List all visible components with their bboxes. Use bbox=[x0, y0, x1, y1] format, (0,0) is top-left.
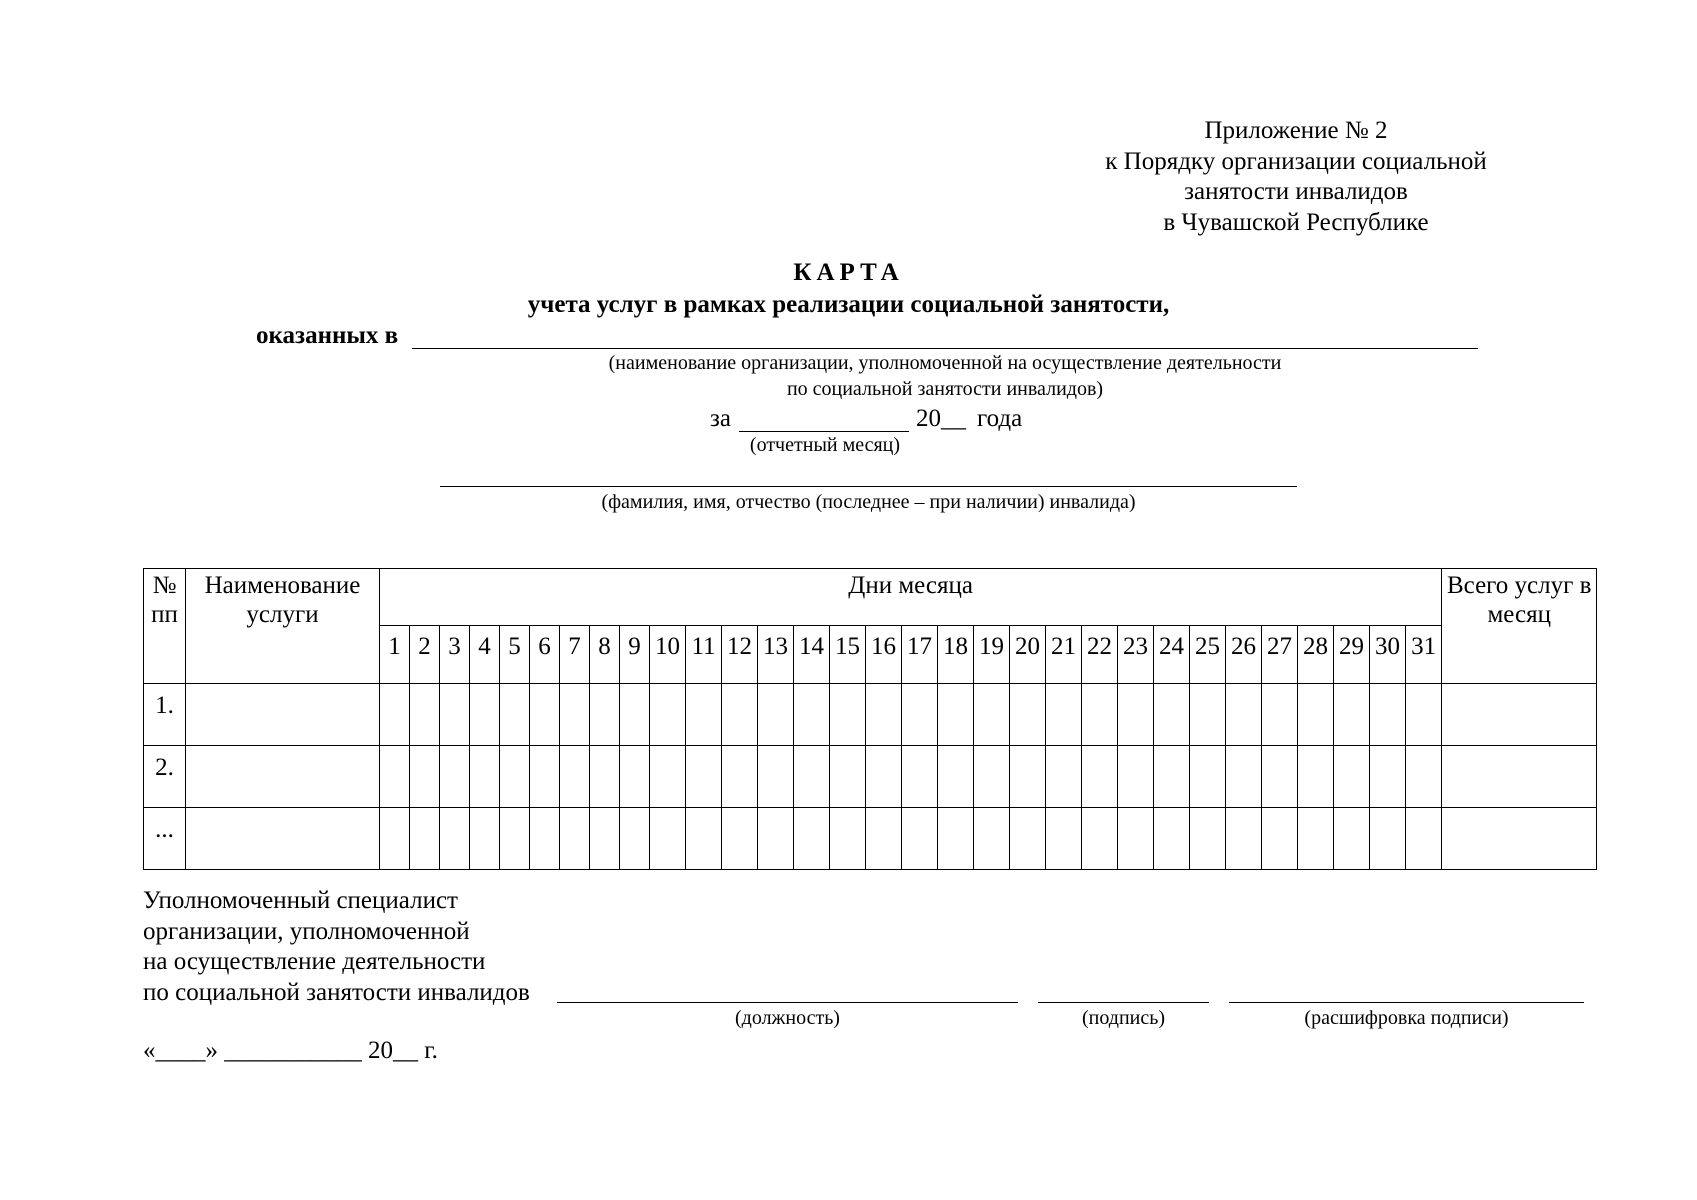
day-header: 20 bbox=[1010, 626, 1046, 684]
day-cell[interactable] bbox=[1118, 746, 1154, 808]
day-header: 10 bbox=[650, 626, 686, 684]
day-cell[interactable] bbox=[1154, 808, 1190, 870]
day-header: 24 bbox=[1154, 626, 1190, 684]
organization-blank-line bbox=[412, 348, 1478, 349]
day-cell[interactable] bbox=[590, 684, 620, 746]
day-header: 7 bbox=[560, 626, 590, 684]
total-cell[interactable] bbox=[1442, 746, 1597, 808]
day-cell[interactable] bbox=[1370, 808, 1406, 870]
decoding-hint: (расшифровка подписи) bbox=[1304, 1007, 1509, 1029]
day-cell[interactable] bbox=[1154, 746, 1190, 808]
day-cell[interactable] bbox=[470, 746, 500, 808]
column-header-days: Дни месяца bbox=[380, 569, 1442, 626]
signature-hint: (подпись) bbox=[1081, 1007, 1166, 1029]
day-cell[interactable] bbox=[1118, 808, 1154, 870]
day-cell[interactable] bbox=[830, 684, 866, 746]
day-cell[interactable] bbox=[530, 684, 560, 746]
day-header: 3 bbox=[440, 626, 470, 684]
day-header: 26 bbox=[1226, 626, 1262, 684]
day-header: 28 bbox=[1298, 626, 1334, 684]
day-cell[interactable] bbox=[1298, 808, 1334, 870]
day-header: 22 bbox=[1082, 626, 1118, 684]
day-cell[interactable] bbox=[1190, 746, 1226, 808]
day-cell[interactable] bbox=[1046, 684, 1082, 746]
day-cell[interactable] bbox=[722, 808, 758, 870]
day-header: 11 bbox=[686, 626, 722, 684]
day-cell[interactable] bbox=[500, 808, 530, 870]
appendix-line-3: занятости инвалидов bbox=[1184, 178, 1408, 205]
day-cell[interactable] bbox=[530, 746, 560, 808]
service-name-cell[interactable] bbox=[186, 746, 380, 808]
table-body bbox=[144, 684, 1597, 870]
signer-block bbox=[143, 886, 530, 1008]
day-cell[interactable] bbox=[902, 808, 938, 870]
day-cell[interactable] bbox=[560, 684, 590, 746]
day-cell[interactable] bbox=[1226, 746, 1262, 808]
day-header: 31 bbox=[1406, 626, 1442, 684]
day-cell[interactable] bbox=[830, 808, 866, 870]
signer-line-3: на осуществление деятельности bbox=[143, 948, 486, 975]
signature-blank-line bbox=[1038, 1002, 1209, 1003]
total-cell[interactable] bbox=[1442, 684, 1597, 746]
day-cell[interactable] bbox=[440, 808, 470, 870]
day-cell[interactable] bbox=[470, 684, 500, 746]
day-header: 8 bbox=[590, 626, 620, 684]
day-cell[interactable] bbox=[1226, 808, 1262, 870]
day-cell[interactable] bbox=[500, 746, 530, 808]
organization-hint-line-1: (наименование организации, уполномоченной на осуществление деятельности bbox=[608, 352, 1282, 374]
day-cell[interactable] bbox=[560, 746, 590, 808]
row-number: 2. bbox=[144, 746, 186, 808]
day-cell[interactable] bbox=[1010, 684, 1046, 746]
day-cell[interactable] bbox=[722, 684, 758, 746]
day-cell[interactable] bbox=[1154, 684, 1190, 746]
day-cell[interactable] bbox=[1046, 808, 1082, 870]
day-header: 29 bbox=[1334, 626, 1370, 684]
period-prefix: за bbox=[710, 405, 731, 432]
day-cell[interactable] bbox=[1298, 684, 1334, 746]
person-hint: (фамилия, имя, отчество (последнее – при наличии) инвалида) bbox=[601, 491, 1136, 513]
appendix-line-2: к Порядку организации социальной bbox=[1105, 147, 1487, 175]
day-cell[interactable] bbox=[620, 684, 650, 746]
day-cell[interactable] bbox=[620, 808, 650, 870]
day-cell[interactable] bbox=[1406, 746, 1442, 808]
day-cell[interactable] bbox=[758, 746, 794, 808]
day-header: 19 bbox=[974, 626, 1010, 684]
day-cell[interactable] bbox=[686, 684, 722, 746]
day-cell[interactable] bbox=[1370, 746, 1406, 808]
day-cell[interactable] bbox=[1406, 684, 1442, 746]
organization-hint-line-2: по социальной занятости инвалидов) bbox=[786, 378, 1104, 400]
day-header: 12 bbox=[722, 626, 758, 684]
day-cell[interactable] bbox=[938, 746, 974, 808]
day-cell[interactable] bbox=[1010, 808, 1046, 870]
day-cell[interactable] bbox=[794, 746, 830, 808]
day-cell[interactable] bbox=[1262, 746, 1298, 808]
day-cell[interactable] bbox=[902, 746, 938, 808]
day-cell[interactable] bbox=[440, 684, 470, 746]
period-year: 20__ bbox=[916, 405, 966, 432]
day-cell[interactable] bbox=[974, 746, 1010, 808]
day-cell[interactable] bbox=[620, 746, 650, 808]
day-cell[interactable] bbox=[938, 684, 974, 746]
day-cell[interactable] bbox=[1334, 746, 1370, 808]
day-header: 13 bbox=[758, 626, 794, 684]
day-cell[interactable] bbox=[410, 808, 440, 870]
column-header-service: Наименование услуги bbox=[186, 569, 380, 684]
day-header: 16 bbox=[866, 626, 902, 684]
row-number: 1. bbox=[144, 684, 186, 746]
day-cell[interactable] bbox=[1082, 746, 1118, 808]
table-row bbox=[144, 684, 1597, 746]
month-hint: (отчетный месяц) bbox=[749, 434, 901, 456]
day-cell[interactable] bbox=[758, 684, 794, 746]
day-header: 6 bbox=[530, 626, 560, 684]
day-header: 30 bbox=[1370, 626, 1406, 684]
position-blank-line bbox=[557, 1002, 1018, 1003]
day-header: 9 bbox=[620, 626, 650, 684]
appendix-line-1: Приложение № 2 bbox=[1204, 117, 1388, 144]
column-header-total: Всего услуг в месяц bbox=[1442, 569, 1597, 684]
day-cell[interactable] bbox=[794, 684, 830, 746]
day-header: 25 bbox=[1190, 626, 1226, 684]
day-header: 15 bbox=[830, 626, 866, 684]
document-title: КАРТА bbox=[793, 259, 904, 286]
day-header: 21 bbox=[1046, 626, 1082, 684]
day-cell[interactable] bbox=[1118, 684, 1154, 746]
day-header: 23 bbox=[1118, 626, 1154, 684]
day-cell[interactable] bbox=[470, 808, 500, 870]
day-cell[interactable] bbox=[1262, 684, 1298, 746]
day-cell[interactable] bbox=[1190, 808, 1226, 870]
day-cell[interactable] bbox=[410, 684, 440, 746]
signature-date: «____» ___________ 20__ г. bbox=[143, 1037, 438, 1064]
service-name-cell[interactable] bbox=[186, 684, 380, 746]
row-number: ... bbox=[144, 808, 186, 870]
day-cell[interactable] bbox=[650, 746, 686, 808]
day-cell[interactable] bbox=[590, 746, 620, 808]
appendix-block bbox=[1040, 116, 1552, 238]
position-hint: (должность) bbox=[735, 1007, 840, 1029]
day-header: 2 bbox=[410, 626, 440, 684]
day-header: 1 bbox=[380, 626, 410, 684]
day-cell[interactable] bbox=[866, 684, 902, 746]
day-cell[interactable] bbox=[1010, 746, 1046, 808]
person-blank-line bbox=[440, 486, 1297, 487]
day-header: 4 bbox=[470, 626, 500, 684]
day-header: 27 bbox=[1262, 626, 1298, 684]
decoding-blank-line bbox=[1229, 1002, 1584, 1003]
day-header: 5 bbox=[500, 626, 530, 684]
day-cell[interactable] bbox=[1190, 684, 1226, 746]
day-cell[interactable] bbox=[590, 808, 620, 870]
day-cell[interactable] bbox=[938, 808, 974, 870]
day-cell[interactable] bbox=[686, 808, 722, 870]
day-cell[interactable] bbox=[410, 746, 440, 808]
day-cell[interactable] bbox=[380, 684, 410, 746]
day-cell[interactable] bbox=[1226, 684, 1262, 746]
appendix-line-4: в Чувашской Республике bbox=[1163, 208, 1429, 236]
day-cell[interactable] bbox=[866, 746, 902, 808]
table-row bbox=[144, 808, 1597, 870]
day-cell[interactable] bbox=[866, 808, 902, 870]
day-cell[interactable] bbox=[794, 808, 830, 870]
day-cell[interactable] bbox=[650, 808, 686, 870]
day-cell[interactable] bbox=[1082, 808, 1118, 870]
day-cell[interactable] bbox=[1406, 808, 1442, 870]
day-cell[interactable] bbox=[650, 684, 686, 746]
day-cell[interactable] bbox=[830, 746, 866, 808]
day-cell[interactable] bbox=[902, 684, 938, 746]
column-header-number: № пп bbox=[144, 569, 186, 684]
day-cell[interactable] bbox=[1370, 684, 1406, 746]
day-header: 14 bbox=[794, 626, 830, 684]
day-cell[interactable] bbox=[500, 684, 530, 746]
day-cell[interactable] bbox=[1082, 684, 1118, 746]
day-cell[interactable] bbox=[974, 684, 1010, 746]
day-cell[interactable] bbox=[380, 808, 410, 870]
day-cell[interactable] bbox=[1334, 684, 1370, 746]
day-cell[interactable] bbox=[974, 808, 1010, 870]
provided-in-label: оказанных в bbox=[256, 322, 399, 349]
signer-line-1: Уполномоченный специалист bbox=[143, 887, 458, 914]
day-cell[interactable] bbox=[440, 746, 470, 808]
day-header: 17 bbox=[902, 626, 938, 684]
day-cell[interactable] bbox=[560, 808, 590, 870]
services-table bbox=[143, 568, 1597, 870]
day-header: 18 bbox=[938, 626, 974, 684]
signer-line-2: организации, уполномоченной bbox=[143, 917, 470, 945]
day-cell[interactable] bbox=[686, 746, 722, 808]
day-cell[interactable] bbox=[758, 808, 794, 870]
table-row bbox=[144, 746, 1597, 808]
month-blank-line bbox=[739, 431, 909, 432]
document-subtitle: учета услуг в рамках реализации социальной занятости, bbox=[527, 291, 1170, 318]
period-suffix: года bbox=[977, 405, 1023, 432]
day-cell[interactable] bbox=[530, 808, 560, 870]
day-cell[interactable] bbox=[1046, 746, 1082, 808]
signer-line-4: по социальной занятости инвалидов bbox=[143, 978, 530, 1006]
day-cell[interactable] bbox=[1262, 808, 1298, 870]
service-name-cell[interactable] bbox=[186, 808, 380, 870]
day-cell[interactable] bbox=[1298, 746, 1334, 808]
day-cell[interactable] bbox=[1334, 808, 1370, 870]
day-cell[interactable] bbox=[722, 746, 758, 808]
day-cell[interactable] bbox=[380, 746, 410, 808]
total-cell[interactable] bbox=[1442, 808, 1597, 870]
